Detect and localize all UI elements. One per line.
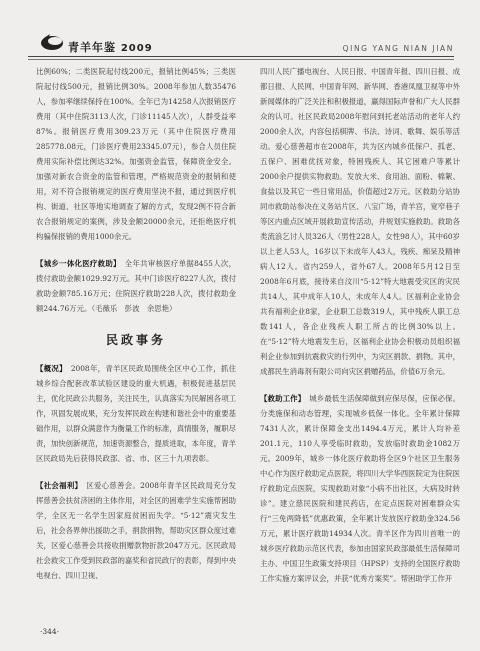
- paragraph-medical-aid: [36, 256, 236, 316]
- book-year: 2009: [120, 43, 153, 54]
- book-title: [68, 39, 153, 55]
- paragraph-overview: [36, 361, 236, 466]
- paragraph-text: 2008年，青羊区民政局围绕全区中心工作，抓住城乡综合配套改革试验区建设的重大机遇，积极促进基层民主，优化民政公共服务，关注民生，认真落实为民解困各项工作，巩固发展成果，充分发挥民政在构建和谐社会中的重要基础作用，以群众满意作为衡量工作的标准，真情服务，履职尽责，加快创新规范，加速资源整合，提质进取，本年度，青羊区民政局先后获得民政部、省、市、区三十九项表彰。: [36, 364, 236, 463]
- paragraph-continued: 四川人民广播电视台、人民日报、中国青年报、四川日报、成都日报、人民网、中国青年网、新华网、香港凤凰卫视等中外新闻媒体的广泛关注和积极报道，赢得国际声誉和广大人民群众的认可。社区民政局2008年慰问到托老站活动的老年人约2000余人次，内容包括棋牌、书法、诗词、歌舞、娱乐等活动。爱心慈善超市在2008年，共为区内城乡低保户、孤老、五保户、困难优抚对象，特困残疾人、其它困难户等累计2000余户提供实物救助。发放大米、食用油、面粉、棉絮、食盐以及其它一些日常用品，价值超过2万元。区救助分站协同市救助站参决在义务站片区、八宝广场，青羊宫，宽窄巷子等区内重点区域开展救助宣传活动，并规划实施救助。救助各类流浪乞讨人员326人（男性228人，女性98人），其中60岁以上老人53人，16岁以下未成年人43人，残疾、痴呆及精神病人12人。省内259人，省外67人。2008年5月12日至2008年6月底，接待来自汶川“5·12”特大地震受灾区的灾民共14人，其中成年人10人，未成年人4人。区福利企业协会共有福利企业8家，企业职工总数319人，其中残疾人职工总数141人，各企业残疾人职工所占的比例30%以上。在“5·12”特大地震发生后，区福利企业协会积极动员组织福利企业参加到抗震救灾的行列中，为灾区捐款、捐物。其中，成都民生消毒剂有限公司向灾区捐赠药品，价值6万余元。: [260, 67, 460, 376]
- header-rule-thin: [28, 59, 454, 60]
- page-header: [0, 0, 480, 62]
- right-column: [260, 64, 460, 586]
- section-tag: 【城乡一体化医疗救助】: [36, 259, 121, 268]
- paragraph-social-welfare: [36, 478, 236, 583]
- paragraph-coverage: 比例60%；二类医院起付线200元，报销比例45%；三类医院起付线500元，报销比例30%。2008年参加人数35476人，参加率继续保持在100%。全年已为14258人次报销医疗费用（其中住院3113人次，门诊11145人次），人群受益率87%。报销医疗费用309.23万元（其中住院医疗费用285778.08元，门诊医疗费用23345.07元），参合人员住院费用实际补偿比例达32%。加强资金监管，保障资金安全。加强对新农合资金的监管和管理，严格规范资金的报销和使用，对不符合报销规定的医疗费用坚决不报，通过到医疗机构、街道、社区等地实地调查了解的方式，发现2例不符合新农合报销规定的案例，涉及金额20000余元，还拒绝医疗机构骗保报销的费用1000余元。: [36, 67, 236, 241]
- section-heading: 民政事务: [105, 333, 166, 347]
- left-column: [36, 64, 236, 583]
- section-tag: 【概况】: [36, 364, 67, 373]
- page-number: ·344·: [40, 627, 60, 636]
- book-title-text: 青羊年鉴: [68, 41, 116, 54]
- section-tag: 【社会福利】: [36, 481, 83, 490]
- paragraph-text: 区爱心慈善会。2008年青羊区民政局充分发挥慈善会扶贫济困的主体作用，对全区的困难学生实施帮困助学，全区无一名学生因家庭贫困而失学。“5·12”震灾发生后，社会各界伸出援助之手，捐款捐物，帮助灾区群众度过难关，区爱心慈善会共接收捐赠款物折款2047万元。区民政局社会救灾工作受到民政部的嘉奖和省民政厅的表彰，得到中央电视台、四川卫视、: [36, 481, 236, 580]
- paragraph-relief-work: [260, 391, 460, 586]
- book-title-pinyin: QING YANG NIAN JIAN: [342, 44, 454, 53]
- section-tag: 【救助工作】: [260, 394, 306, 403]
- header-rule: [28, 56, 454, 57]
- paragraph-text: 城乡最低生活保障做到应保尽保，应保必保。分类施保和动态管理，实现城乡低保一体化。全年累计保障7431人次，累计保障金支出1494.4万元，累计人均补差201.1元，110人享受临时救助，发放临时救助金1082万元。2009年，城乡一体化医疗救助将全区9个社区卫生服务中心作为医疗救助定点医院，将四川大学华西医院定为住院医疗救助定点医院，实现救助对象“小病不出社区，大病及时转诊”。建立慈民医院和建民药店，在定点医院对困难群众实行“三免两降低”优惠政策，全年累计发放医疗救助金324.56万元，累计医疗救助14934人次。青羊区作为四川首唯一的城乡医疗救助示范区代表，参加由国家民政部最低生活保障司主办、中国卫生政策支持项目（HPSP）支持的全国医疗救助工作实施方案评议会，并获“优秀方案奖”。帮困助学工作开: [260, 394, 460, 583]
- yearbook-logo-icon: [40, 30, 70, 52]
- paragraph-text: 全年共审核医疗单据8455人次，拨付救助金额1029.92万元。其中门诊医疗8227人次，拨付救助金额785.16万元；住院医疗救助228人次，拨付救助金额244.76万元。（毛薇乐 彭波 余思艳）: [36, 259, 236, 313]
